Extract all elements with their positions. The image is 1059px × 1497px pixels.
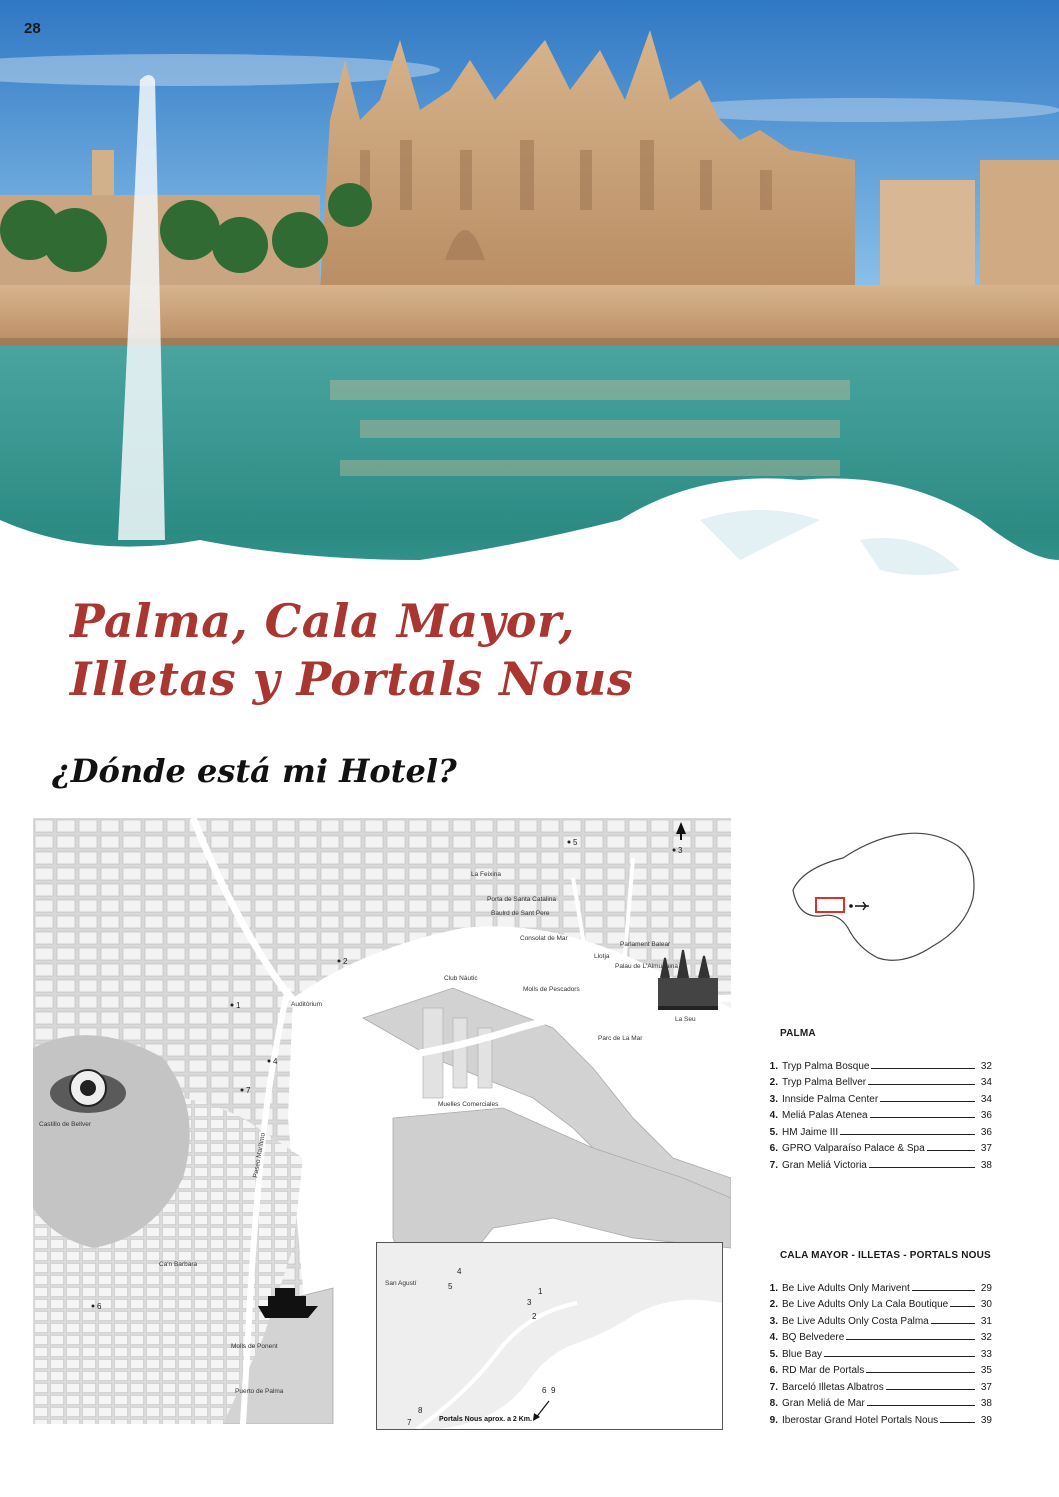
map-label-puerto: Puerto de Palma xyxy=(235,1388,284,1395)
hotel-marker: 3 xyxy=(678,846,683,855)
hotel-marker: 7 xyxy=(407,1418,412,1427)
map-label-paseo: Paseo Marítimo xyxy=(252,1132,267,1179)
list-item: 3. Innside Palma Center 34 xyxy=(769,1093,992,1105)
title-line-1: Palma, Cala Mayor, xyxy=(70,594,575,648)
map-label-consolat: Consolat de Mar xyxy=(520,935,568,942)
legend-cala-mayor xyxy=(762,1250,992,1426)
map-label-baluard: Baulrd de Sant Pere xyxy=(491,910,550,917)
hotel-marker: 5 xyxy=(573,838,578,847)
hotel-marker: 7 xyxy=(246,1086,251,1095)
page-number: 28 xyxy=(24,20,41,37)
hotel-marker: 4 xyxy=(273,1057,278,1066)
list-item: 2. Be Live Adults Only La Cala Boutique 30 xyxy=(769,1299,992,1310)
legend-palma xyxy=(762,1028,992,1171)
map-label-llotja: Llotja xyxy=(594,953,610,960)
map-label-parlament: Parlament Balear xyxy=(620,941,671,948)
map-label-moll-ponent: Molls de Ponent xyxy=(231,1343,278,1350)
list-item: 5. Blue Bay 33 xyxy=(769,1348,992,1360)
hotel-marker: 9 xyxy=(551,1386,556,1395)
map-label-san-agusti: San Agustí xyxy=(385,1280,417,1287)
map-label-parc-mar: Parc de La Mar xyxy=(598,1035,643,1042)
map-label-la-seu: La Seu xyxy=(675,1016,696,1023)
hotel-marker: 2 xyxy=(532,1312,537,1321)
hotel-marker: 1 xyxy=(538,1287,543,1296)
map-label-palau: Palau de L'Almudaina xyxy=(615,963,679,970)
map-label-cas-barbara: Ca'n Barbara xyxy=(159,1261,198,1268)
hotel-marker: 2 xyxy=(343,957,348,966)
map-label-la-feixina: La Feixina xyxy=(471,871,501,878)
hotel-marker: 5 xyxy=(448,1282,453,1291)
list-item: 4. Meliá Palas Atenea 36 xyxy=(769,1110,992,1121)
page-title xyxy=(70,592,633,708)
list-item: 8. Gran Meliá de Mar 38 xyxy=(769,1398,992,1409)
hotel-marker: 6 xyxy=(542,1386,547,1395)
title-line-2: Illetas y Portals Nous xyxy=(70,652,634,706)
list-item: 1. Be Live Adults Only Marivent 29 xyxy=(769,1282,992,1294)
map-label-club-nautic: Club Nàutic xyxy=(444,975,478,982)
hotel-marker: 8 xyxy=(418,1406,423,1415)
hotel-marker: 4 xyxy=(457,1267,462,1276)
list-item: 7. Gran Meliá Victoria 38 xyxy=(769,1159,992,1171)
map-label-porta-santa-catalina: Porta de Santa Catalina xyxy=(487,896,557,903)
portals-distance-note: Portals Nous aprox. a 2 Km. xyxy=(439,1416,532,1423)
list-item: 6. GPRO Valparaíso Palace & Spa 37 xyxy=(769,1143,992,1154)
map-label-castillo: Castillo de Bellver xyxy=(39,1121,92,1128)
legend-heading: CALA MAYOR - ILLETAS - PORTALS NOUS xyxy=(780,1250,991,1261)
list-item: 7. Barceló Illetas Albatros 37 xyxy=(769,1381,992,1393)
hotel-marker: 1 xyxy=(236,1001,241,1010)
list-item: 2. Tryp Palma Bellver 34 xyxy=(769,1077,992,1088)
legend-heading: PALMA xyxy=(780,1028,816,1039)
map-label-muelles: Muelles Comerciales xyxy=(438,1101,499,1108)
hotel-marker: 6 xyxy=(97,1302,102,1311)
portals-nous-inset-map xyxy=(376,1242,723,1430)
page-subtitle: ¿Dónde está mi Hotel? xyxy=(52,752,457,790)
list-item: 5. HM Jaime III 36 xyxy=(769,1126,992,1138)
list-item: 3. Be Live Adults Only Costa Palma 31 xyxy=(769,1315,992,1327)
list-item: 9. Iberostar Grand Hotel Portals Nous 39 xyxy=(769,1414,992,1426)
map-label-moll-pescadors: Molls de Pescadors xyxy=(523,986,580,993)
map-label-auditorium: Auditòrium xyxy=(291,1001,323,1008)
list-item: 1. Tryp Palma Bosque 32 xyxy=(769,1060,992,1072)
mallorca-locator-map xyxy=(783,828,979,968)
list-item: 6. RD Mar de Portals 35 xyxy=(769,1365,992,1376)
list-item: 4. BQ Belvedere 32 xyxy=(769,1332,992,1343)
hotel-marker: 3 xyxy=(527,1298,532,1307)
